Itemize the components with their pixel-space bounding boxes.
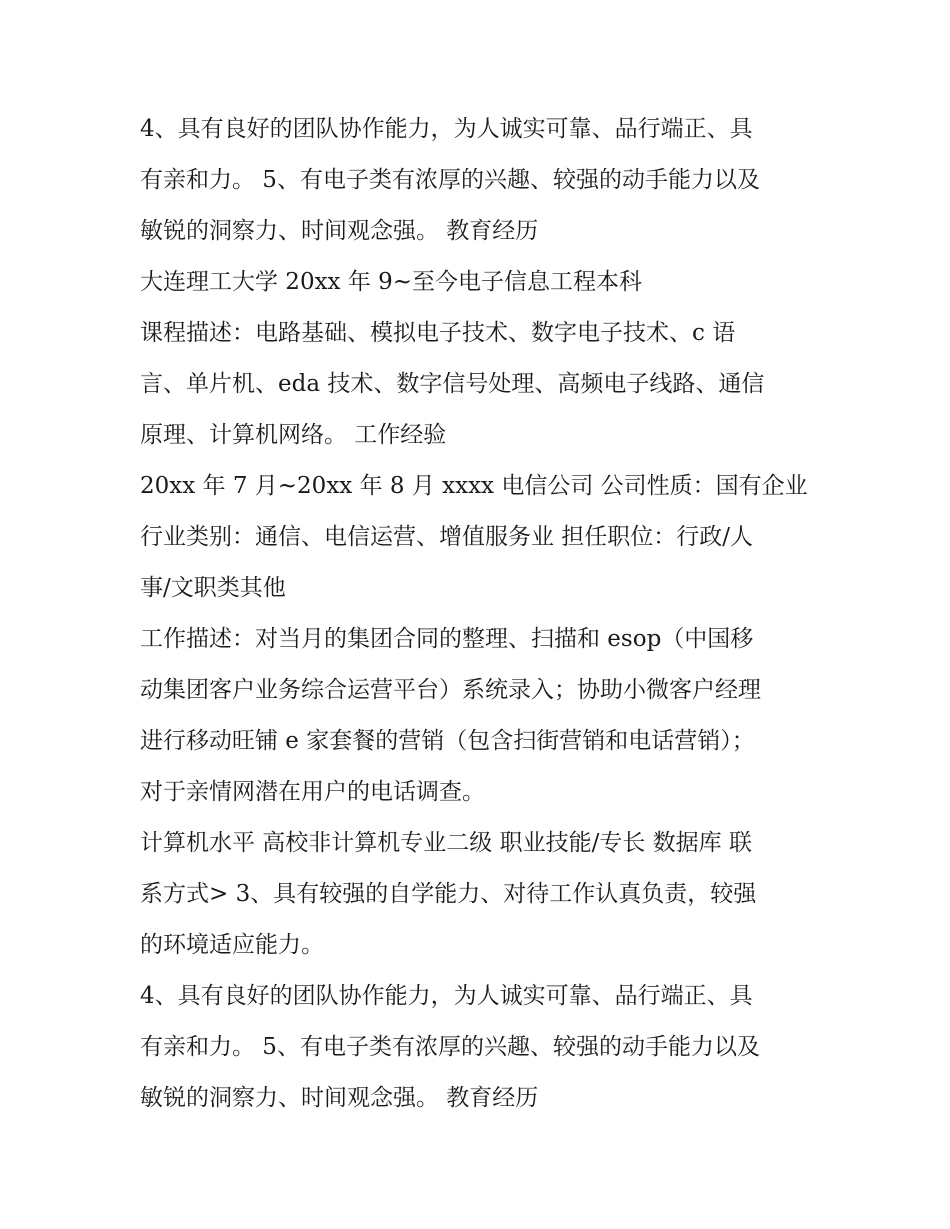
text-line: 进行移动旺铺 e 家套餐的营销（包含扫街营销和电话营销）； — [140, 728, 755, 754]
paragraph-education — [140, 257, 820, 308]
text-line: 敏锐的洞察力、时间观念强。 教育经历 — [140, 1085, 539, 1111]
text-line: 4、具有良好的团队协作能力，为人诚实可靠、品行端正、具 — [140, 116, 753, 142]
text-line: 事/文职类其他 — [140, 575, 286, 601]
text-line: 对于亲情网潜在用户的电话调查。 — [140, 779, 485, 805]
paragraph-strengths — [140, 104, 820, 257]
text-line: 20xx 年 7 月~20xx 年 8 月 xxxx 电信公司 公司性质：国有企业 — [140, 473, 808, 499]
text-line: 有亲和力。 5、有电子类有浓厚的兴趣、较强的动手能力以及 — [140, 167, 760, 193]
paragraph-work-experience — [140, 461, 820, 614]
text-line: 行业类别：通信、电信运营、增值服务业 担任职位：行政/人 — [140, 524, 754, 550]
text-line: 课程描述：电路基础、模拟电子技术、数字电子技术、c 语 — [140, 320, 736, 346]
paragraph-skills — [140, 818, 820, 971]
text-line: 动集团客户业务综合运营平台）系统录入；协助小微客户经理 — [140, 677, 761, 703]
text-line: 计算机水平 高校非计算机专业二级 职业技能/专长 数据库 联 — [140, 830, 752, 856]
text-line: 的环境适应能力。 — [140, 932, 324, 958]
text-line: 有亲和力。 5、有电子类有浓厚的兴趣、较强的动手能力以及 — [140, 1034, 760, 1060]
paragraph-strengths-repeat — [140, 971, 820, 1124]
paragraph-courses — [140, 308, 820, 461]
text-line: 大连理工大学 20xx 年 9~至今电子信息工程本科 — [140, 269, 643, 295]
text-line: 工作描述：对当月的集团合同的整理、扫描和 esop（中国移 — [140, 626, 754, 652]
text-line: 言、单片机、eda 技术、数字信号处理、高频电子线路、通信 — [140, 371, 765, 397]
text-line: 原理、计算机网络。 工作经验 — [140, 422, 447, 448]
text-line: 系方式> 3、具有较强的自学能力、对待工作认真负责，较强 — [140, 881, 757, 907]
text-line: 4、具有良好的团队协作能力，为人诚实可靠、品行端正、具 — [140, 983, 753, 1009]
paragraph-work-description — [140, 614, 820, 818]
document-body — [140, 104, 820, 1124]
text-line: 敏锐的洞察力、时间观念强。 教育经历 — [140, 218, 539, 244]
